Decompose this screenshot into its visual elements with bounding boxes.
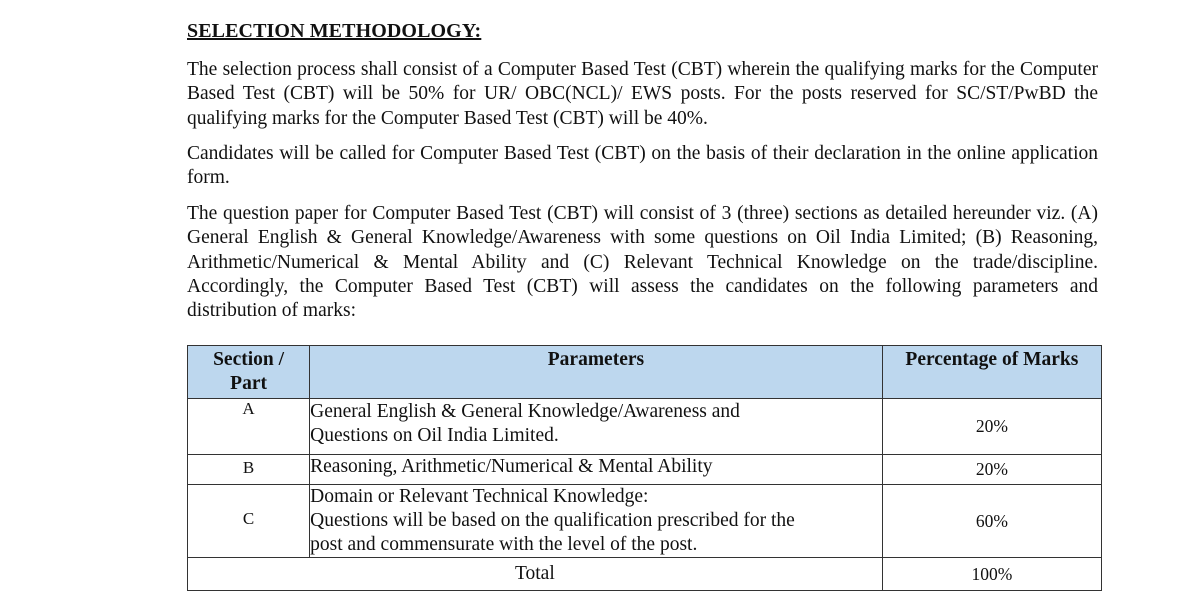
parameter-line: Reasoning, Arithmetic/Numerical & Mental Ability	[310, 456, 713, 477]
header-parameters: Parameters	[310, 346, 883, 399]
header-section-part	[188, 346, 310, 399]
total-percent: 100%	[882, 558, 1101, 591]
parameter-line: Questions will be based on the qualification prescribed for the	[310, 510, 795, 531]
paragraph-question-paper: The question paper for Computer Based Test (CBT) will consist of 3 (three) sections as detailed hereunder viz. (A) General English & General Knowledge/Awareness with some questions on Oil India Limited; (B) Reasoning, Arithmetic/Numerical & Mental Ability and (C) Relevant Technical Knowledge on the trade/discipline. Accordingly, the Computer Based Test (CBT) will assess the candidates on the following parameters and distribution of marks:	[187, 203, 1098, 322]
percent-cell: 20%	[882, 399, 1101, 455]
header-section-line1: Section /	[213, 349, 285, 370]
parameter-line: General English & General Knowledge/Awareness and	[310, 401, 740, 422]
parameter-cell	[310, 485, 883, 558]
total-label: Total	[188, 558, 883, 591]
part-cell: C	[188, 485, 310, 558]
parameter-line: post and commensurate with the level of the post.	[310, 534, 698, 555]
part-cell: B	[188, 455, 310, 485]
header-percentage: Percentage of Marks	[882, 346, 1101, 399]
parameter-line: Questions on Oil India Limited.	[310, 425, 559, 446]
table-total-row	[188, 558, 1102, 591]
table-row	[188, 485, 1102, 558]
parameter-cell	[310, 455, 883, 485]
parameter-line: Domain or Relevant Technical Knowledge:	[310, 486, 649, 507]
percent-cell: 60%	[882, 485, 1101, 558]
section-heading: SELECTION METHODOLOGY:	[187, 20, 482, 42]
part-cell: A	[188, 399, 310, 455]
marks-distribution-table	[187, 345, 1102, 591]
table-row	[188, 455, 1102, 485]
table-header-row	[188, 346, 1102, 399]
paragraph-candidates-called: Candidates will be called for Computer Based Test (CBT) on the basis of their declaration in the online application form.	[187, 143, 1098, 189]
percent-cell: 20%	[882, 455, 1101, 485]
paragraph-qualifying-marks: The selection process shall consist of a Computer Based Test (CBT) wherein the qualifying marks for the Computer Based Test (CBT) will be 50% for UR/ OBC(NCL)/ EWS posts. For the posts reserved for SC/ST/PwBD the qualifying marks for the Computer Based Test (CBT) will be 40%.	[187, 59, 1098, 129]
header-section-line2: Part	[230, 373, 267, 394]
parameter-cell	[310, 399, 883, 455]
table-row	[188, 399, 1102, 455]
